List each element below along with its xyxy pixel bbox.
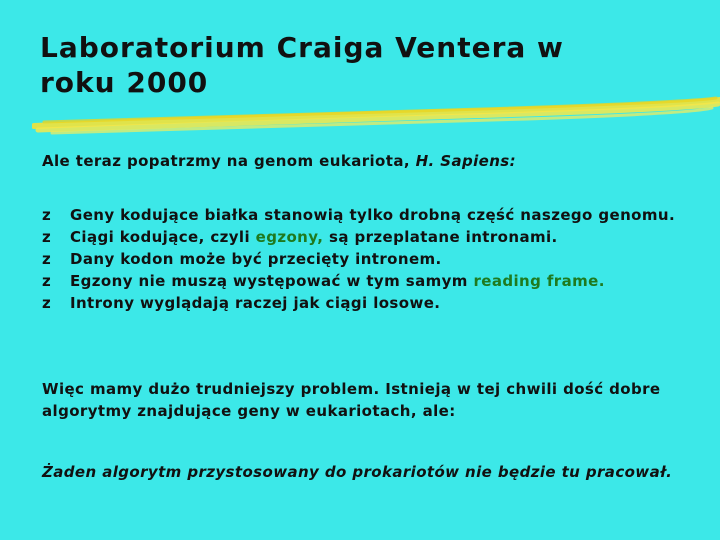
- list-item: [42, 292, 682, 314]
- intro-species: H. Sapiens:: [415, 152, 517, 170]
- bullet-text: Egzony nie muszą występować w tym samym: [70, 272, 474, 290]
- bullet-list: [42, 204, 682, 314]
- intro-line: [42, 152, 516, 170]
- list-item: [42, 270, 682, 292]
- z-bullet-icon: z: [42, 206, 52, 224]
- problem-paragraph: Więc mamy dużo trudniejszy problem. Istnieją w tej chwili dość dobre algorytmy znajdujące geny w eukariotach, ale:: [42, 380, 661, 420]
- bullet-text: Geny kodujące białka stanowią tylko drobną część naszego genomu.: [70, 206, 676, 224]
- z-bullet-icon: z: [42, 294, 52, 312]
- bullet-text: są przeplatane intronami.: [323, 228, 558, 246]
- conclusion-text: Żaden algorytm przystosowany do prokariotów nie będzie tu pracował.: [42, 463, 673, 481]
- bullet-text: Ciągi kodujące, czyli: [70, 228, 256, 246]
- z-bullet-icon: z: [42, 250, 52, 268]
- list-item: [42, 226, 682, 248]
- z-bullet-icon: z: [42, 272, 52, 290]
- highlight-egzony: egzony,: [255, 228, 324, 246]
- title-line-2: roku 2000: [40, 66, 209, 99]
- list-item: [42, 204, 682, 226]
- title-underline-brush: [32, 96, 720, 136]
- intro-text: Ale teraz popatrzmy na genom eukariota,: [42, 152, 416, 170]
- title-line-1: Laboratorium Craiga Ventera w: [40, 31, 564, 64]
- slide-title: [40, 30, 680, 100]
- bullet-text: Dany kodon może być przecięty intronem.: [70, 250, 442, 268]
- list-item: [42, 248, 682, 270]
- z-bullet-icon: z: [42, 228, 52, 246]
- highlight-reading-frame: reading frame.: [473, 272, 605, 290]
- bullet-text: Introny wyglądają raczej jak ciągi losowe.: [70, 294, 441, 312]
